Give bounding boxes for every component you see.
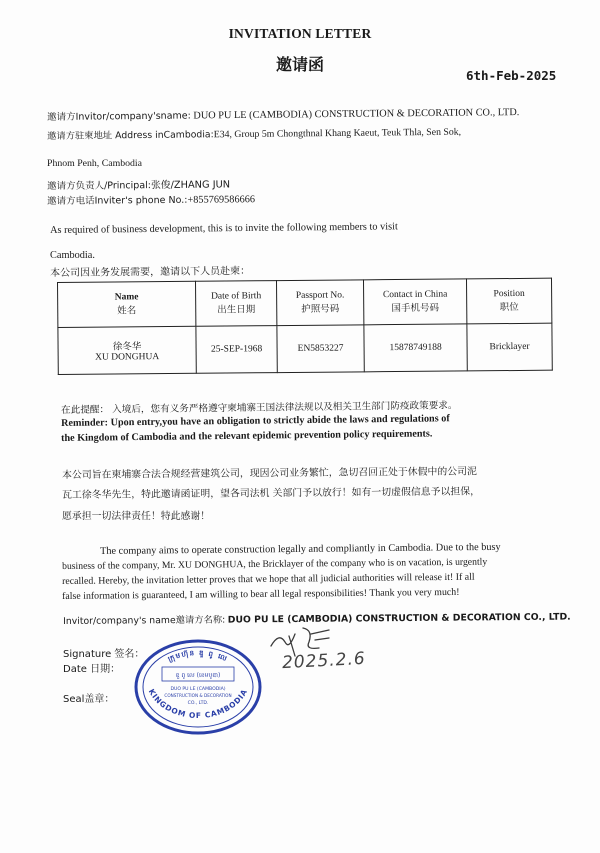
- intro-line-cn: 本公司因业务发展需要，邀请以下人员赴柬：: [50, 265, 251, 279]
- body-en-line-2: business of the company, Mr. XU DONGHUA, the Bricklayer of the company who is on vacation, is urgently: [62, 556, 488, 572]
- cell-dob: 25-SEP-1968: [196, 326, 277, 374]
- body-en-line-3: recalled. Hereby, the invitation letter proves that we hope that all judicial authorities will release it! If all: [62, 571, 475, 587]
- date-label: Date 日期：: [63, 664, 121, 675]
- body-cn-line-1: 本公司旨在柬埔寨合法合规经营建筑公司，现因公司业务繁忙，急切召回正处于休假中的公司泥: [62, 466, 477, 481]
- inviter-address-value: E34, Group 5m Chongthnal Khang Kaeut, Teuk Thla, Sen Sok,: [213, 126, 462, 141]
- cell-name: 徐冬华 XU DONGHUA: [58, 326, 196, 374]
- inviter-address-line-2: Phnom Penh, Cambodia: [47, 158, 142, 169]
- header-name: Name 姓名: [58, 281, 196, 327]
- phone-value: +855769586666: [187, 194, 256, 206]
- table-header-row: [58, 278, 552, 327]
- cell-contact: 15878749188: [364, 324, 467, 372]
- inviter-address-line: [47, 124, 461, 142]
- header-position: Position 职位: [466, 278, 551, 324]
- handwritten-date: 2025.2.6: [281, 648, 367, 674]
- footer-company-value: DUO PU LE (CAMBODIA) CONSTRUCTION & DECORATION CO., LTD.: [227, 611, 571, 626]
- members-table: [57, 278, 553, 375]
- body-en-line-4: false information is guaranteed, I am willing to bear all legal responsibilities! Thank you very much!: [62, 586, 460, 602]
- company-seal-stamp: [132, 637, 264, 737]
- cell-position: Bricklayer: [467, 323, 552, 371]
- seal-line-3: CO., LTD.: [187, 701, 209, 706]
- signature-mark: [265, 620, 335, 665]
- inviter-phone-line: [47, 191, 255, 207]
- letter-title: INVITATION LETTER: [228, 26, 372, 41]
- seal-line-2: CONSTRUCTION & DECORATION: [164, 693, 232, 698]
- table-row: [58, 323, 552, 374]
- body-cn-line-2: 瓦工徐冬华先生，特此邀请函证明，望各司法机 关部门予以放行！如有一切虚假信息予以担保，: [62, 486, 481, 501]
- intro-line-1: As required of business development, this is to invite the following members to visit: [50, 221, 398, 236]
- letter-date: 6th-Feb-2025: [466, 68, 557, 83]
- inviter-principal-line: [47, 176, 230, 192]
- reminder-en-1: Reminder: Upon entry,you have an obligation to strictly abide the laws and regulations of: [61, 413, 450, 429]
- header-contact: Contact in China 国手机号码: [363, 279, 466, 325]
- seal-line-1: DUO PU LE (CAMBODIA): [170, 687, 226, 692]
- inviter-name-line: [47, 104, 519, 123]
- seal-label: Seal盖章：: [63, 694, 115, 705]
- inviter-name-label: 邀请方Invitor/company'sname:: [47, 110, 191, 123]
- inviter-address-label: 邀请方驻柬地址 Address inCambodia:: [47, 129, 214, 142]
- header-passport: Passport No. 护照号码: [276, 280, 363, 326]
- seal-bottom-text: KINGDOM OF CAMBODIA: [146, 687, 250, 721]
- svg-text:ក្រុមហ៊ុន ឌួ ពូ លេ: ក្រុមហ៊ុន ឌួ ពូ លេ: [166, 649, 230, 664]
- reminder-cn: 在此提醒： 入境后，您有义务严格遵守柬埔寨王国法律法规以及相关卫生部门防疫政策要求。: [61, 400, 458, 416]
- header-dob: Date of Birth 出生日期: [195, 281, 276, 327]
- principal-value: 张俊/ZHANG JUN: [150, 179, 231, 192]
- letter-title-cn: 邀请函: [275, 55, 324, 74]
- inviter-name-value: DUO PU LE (CAMBODIA) CONSTRUCTION & DECORATION CO., LTD.: [193, 107, 520, 122]
- reminder-en-2: the Kingdom of Cambodia and the relevant epidemic prevention policy requirements.: [61, 428, 433, 444]
- principal-label: 邀请方负责人/Principal:: [47, 180, 152, 192]
- svg-text:ឌួ ពូ លេ (ខេមបូឌា): ឌួ ពូ លេ (ខេមបូឌា): [175, 672, 221, 679]
- phone-label: 邀请方电话Inviter's phone No.:: [47, 194, 188, 207]
- signature-label: Signature 签名：: [63, 649, 145, 660]
- cell-passport: EN5853227: [277, 325, 364, 373]
- intro-line-2: Cambodia.: [50, 250, 95, 261]
- body-cn-line-3: 愿承担一切法律责任！特此感谢！: [62, 511, 211, 522]
- body-en-line-1: The company aims to operate construction legally and compliantly in Cambodia. Due to the busy: [100, 541, 501, 557]
- footer-company-label: Invitor/company's name邀请方名称:: [63, 614, 226, 627]
